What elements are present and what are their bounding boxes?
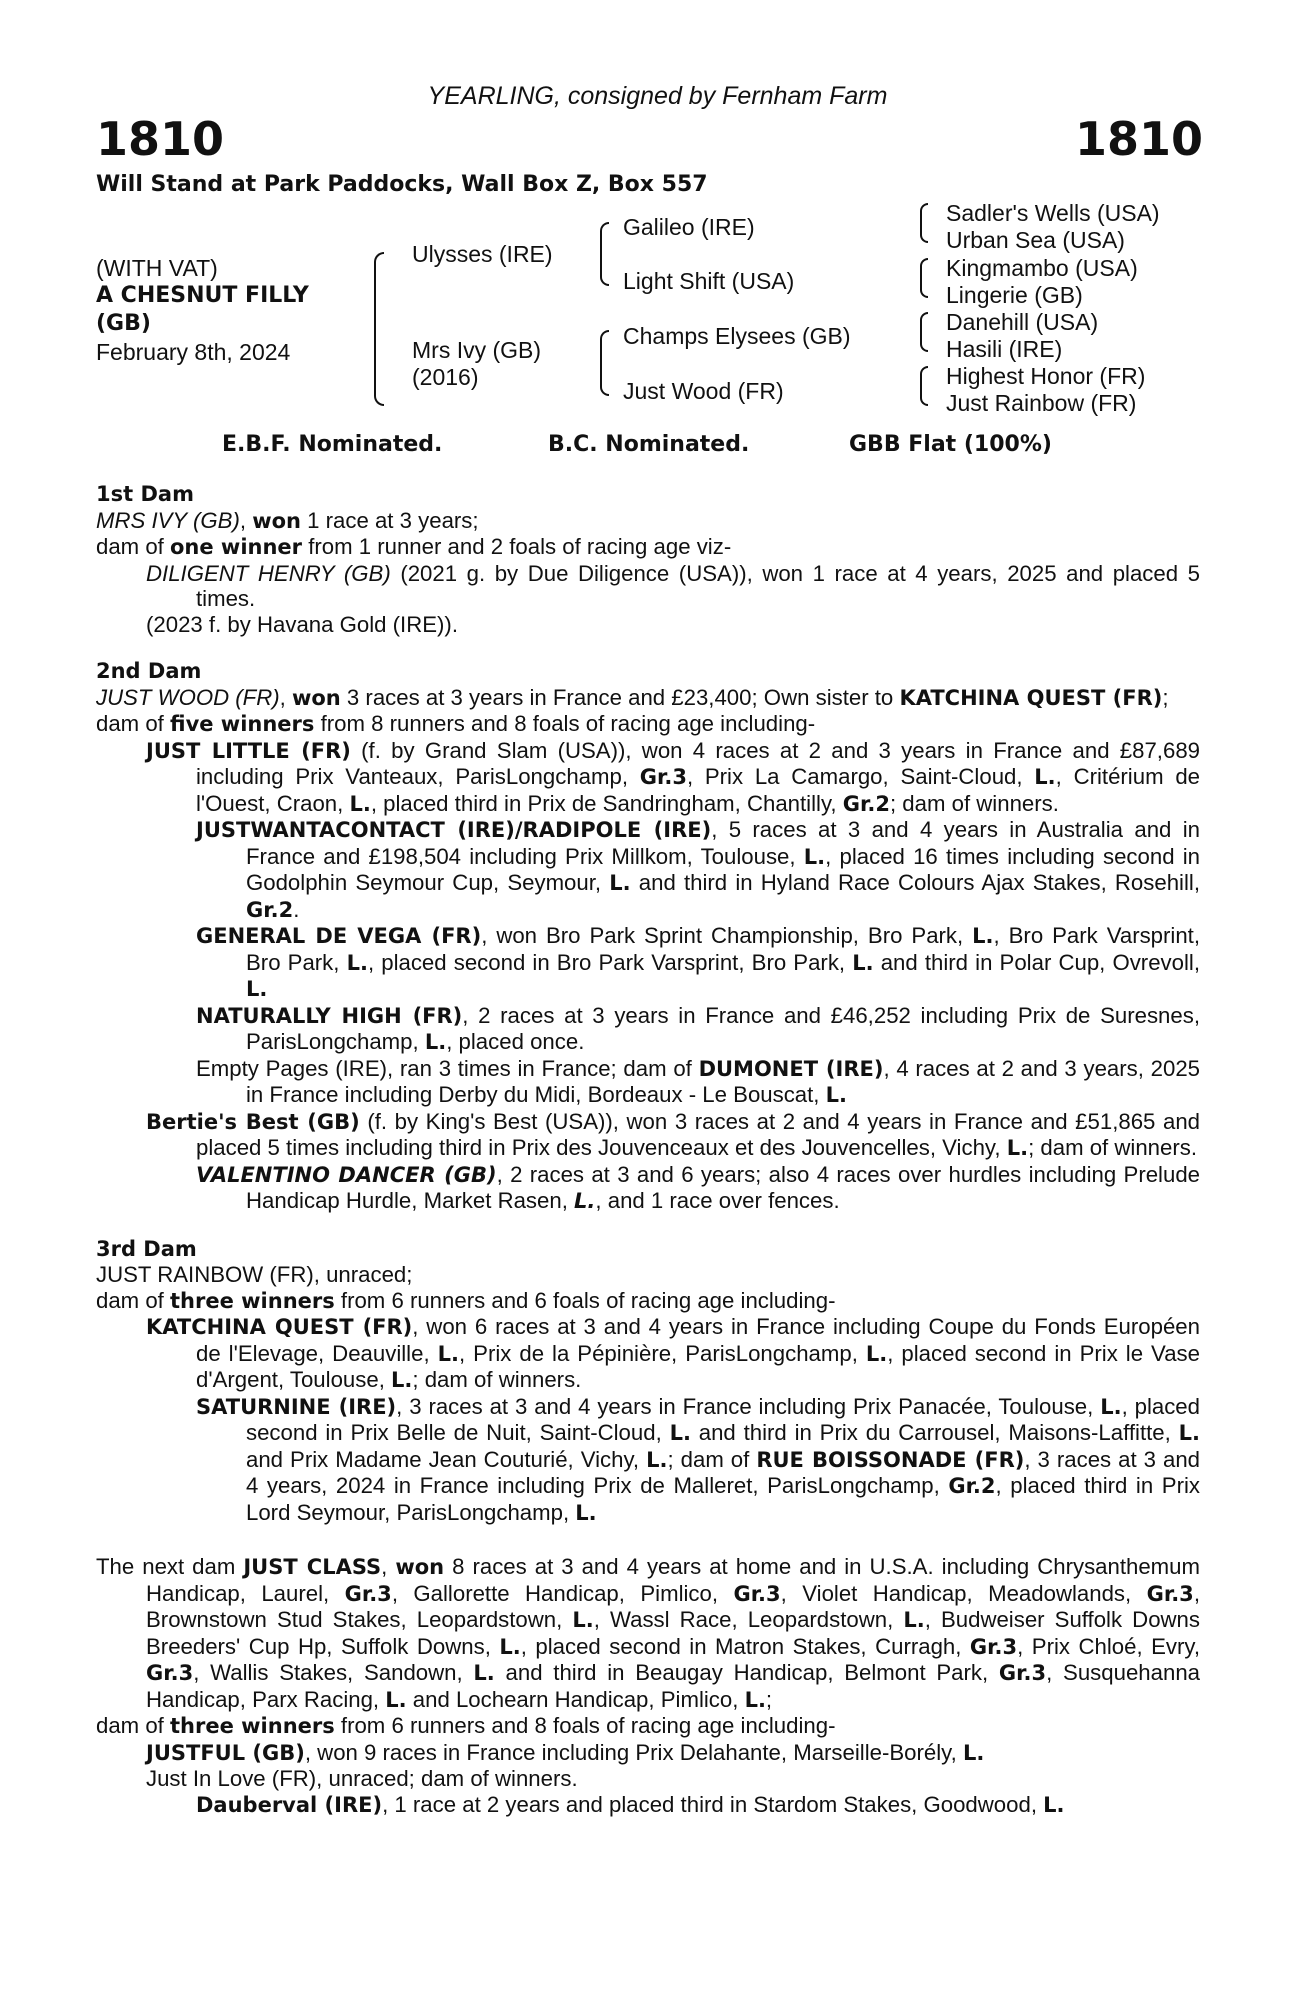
second-dam-produce: dam of five winners from 8 runners and 8 foals of racing age including- bbox=[96, 711, 816, 736]
pedigree-sire: Ulysses (IRE) bbox=[412, 241, 553, 267]
lot-number-right: 1810 bbox=[1074, 112, 1203, 166]
list-item: JUSTWANTACONTACT (IRE)/RADIPOLE (IRE), 5 races at 3 and 4 years in Australia and in France and £198,504 including Prix Millkom, Toulouse, L., placed 16 times including second in Godolphin Seymour Cup, Seymour, L. and third in Hyland Race Colours Ajax Stakes, Rosehill, Gr.2. bbox=[196, 817, 1201, 922]
stand-location: Will Stand at Park Paddocks, Wall Box Z, Box 557 bbox=[96, 172, 708, 197]
third-dam-produce: dam of three winners from 6 runners and 6 foals of racing age including- bbox=[96, 1287, 836, 1313]
bc-nomination: B.C. Nominated. bbox=[548, 432, 750, 457]
pedigree-gg-5: Danehill (USA) bbox=[946, 309, 1099, 335]
first-dam-produce: dam of one winner from 1 runner and 2 foals of racing age viz- bbox=[96, 534, 732, 559]
list-item: Just In Love (FR), unraced; dam of winners. bbox=[146, 1766, 578, 1791]
list-item: SATURNINE (IRE), 3 races at 3 and 4 years in France including Prix Panacée, Toulouse, L., placed second in Prix Belle de Nuit, Saint-Cloud, L. and third in Prix du Carrousel, Maisons-Laffitte, L. and Prix Madame Jean Couturié, Vichy, L.; dam of RUE BOISSONADE (FR), 3 races at 3 and 4 years, 2024 in France including Prix de Malleret, ParisLongchamp, Gr.2, placed third in Prix Lord Seymour, ParisLongchamp, L. bbox=[196, 1393, 1201, 1525]
pedigree-brace-g1 bbox=[920, 203, 928, 243]
pedigree-gg-6: Hasili (IRE) bbox=[946, 336, 1063, 362]
lot-number-left: 1810 bbox=[96, 112, 225, 166]
list-item: Bertie's Best (GB) (f. by King's Best (USA)), won 3 races at 2 and 4 years in France and £51,865 and placed 5 times including third in Prix des Jouvenceaux et des Jouvencelles, Vichy, L.; dam of winners. bbox=[146, 1108, 1200, 1160]
next-dam-produce: dam of three winners from 6 runners and 8 foals of racing age including- bbox=[96, 1713, 836, 1738]
second-dam-section bbox=[96, 659, 1200, 1215]
pedigree-gg-1: Sadler's Wells (USA) bbox=[946, 200, 1160, 226]
pedigree-sire-dam: Light Shift (USA) bbox=[623, 268, 795, 294]
first-dam-section bbox=[96, 482, 1200, 637]
list-item: KATCHINA QUEST (FR), won 6 races at 3 and 4 years in France including Coupe du Fonds Européen de l'Elevage, Deauville, L., Prix de la Pépinière, ParisLongchamp, L., placed second in Prix le Vase d'Argent, Toulouse, L.; dam of winners. bbox=[146, 1314, 1200, 1392]
list-item: JUSTFUL (GB), won 9 races in France including Prix Delahante, Marseille-Borély, L. bbox=[146, 1739, 985, 1765]
next-dam-record: The next dam JUST CLASS, won 8 races at 3 and 4 years at home and in U.S.A. including Chrysanthemum Handicap, Laurel, Gr.3, Gallorette Handicap, Pimlico, Gr.3, Violet Handicap, Meadowlands, Gr.3, Brownstown Stud Stakes, Leopardstown, L., Wassl Race, Leopardstown, L., Budweiser Suffolk Downs Breeders' Cup Hp, Suffolk Downs, L., placed second in Matron Stakes, Curragh, Gr.3, Prix Chloé, Evry, Gr.3, Wallis Stakes, Sandown, L. and third in Beaugay Handicap, Belmont Park, Gr.3, Susquehanna Handicap, Parx Racing, L. and Lochearn Handicap, Pimlico, L.; bbox=[96, 1554, 1201, 1712]
first-dam-heading: 1st Dam bbox=[96, 482, 194, 506]
list-item: DILIGENT HENRY (GB) (2021 g. by Due Diligence (USA)), won 1 race at 4 years, 2025 and placed 5 times. bbox=[146, 560, 1200, 611]
pedigree-brace-g2 bbox=[920, 258, 928, 298]
pedigree-gg-4: Lingerie (GB) bbox=[946, 282, 1083, 308]
pedigree-brace-g4 bbox=[920, 366, 928, 406]
pedigree-gg-3: Kingmambo (USA) bbox=[946, 255, 1138, 281]
pedigree-dam: Mrs Ivy (GB) bbox=[412, 337, 542, 363]
pedigree-sire-sire: Galileo (IRE) bbox=[623, 214, 755, 240]
lot-title-2: (GB) bbox=[96, 311, 151, 336]
pedigree-brace-dam bbox=[600, 330, 609, 396]
pedigree-dam-sire: Champs Elysees (GB) bbox=[623, 323, 851, 349]
pedigree-dam-dam: Just Wood (FR) bbox=[623, 378, 784, 404]
pedigree-brace-g3 bbox=[920, 312, 928, 352]
ebf-nomination: E.B.F. Nominated. bbox=[222, 432, 443, 457]
list-item: JUST LITTLE (FR) (f. by Grand Slam (USA)), won 4 races at 2 and 3 years in France and £87,689 including Prix Vanteaux, ParisLongchamp, Gr.3, Prix La Camargo, Saint-Cloud, L., Critérium de l'Ouest, Craon, L., placed third in Prix de Sandringham, Chantilly, Gr.2; dam of winners. bbox=[146, 737, 1200, 816]
pedigree-brace-sire bbox=[600, 222, 609, 286]
second-dam-heading: 2nd Dam bbox=[96, 659, 202, 683]
pedigree-brace-main bbox=[374, 252, 384, 406]
list-item: GENERAL DE VEGA (FR), won Bro Park Sprint Championship, Bro Park, L., Bro Park Varsprint, Bro Park, L., placed second in Bro Park Varsprint, Bro Park, L. and third in Polar Cup, Ovrevoll, L. bbox=[196, 923, 1200, 1001]
list-item: Empty Pages (IRE), ran 3 times in France; dam of DUMONET (IRE), 4 races at 2 and 3 years, 2025 in France including Derby du Midi, Bordeaux - Le Bouscat, L. bbox=[196, 1055, 1201, 1107]
list-item: Dauberval (IRE), 1 race at 2 years and placed third in Stardom Stakes, Goodwood, L. bbox=[196, 1791, 1065, 1817]
third-dam-record: JUST RAINBOW (FR), unraced; bbox=[96, 1262, 413, 1287]
pedigree-dam-year: (2016) bbox=[412, 364, 479, 390]
third-dam-heading: 3rd Dam bbox=[96, 1236, 197, 1261]
lot-title-1: A CHESNUT FILLY bbox=[96, 283, 309, 308]
list-item: VALENTINO DANCER (GB), 2 races at 3 and 6 years; also 4 races over hurdles including Prelude Handicap Hurdle, Market Rasen, L., and 1 race over fences. bbox=[196, 1161, 1201, 1213]
pedigree-gg-2: Urban Sea (USA) bbox=[946, 227, 1125, 253]
next-dam-section bbox=[96, 1554, 1200, 1818]
page-subtitle: YEARLING, consigned by Fernham Farm bbox=[427, 82, 888, 110]
catalogue-body bbox=[96, 482, 1200, 1818]
second-dam-record: JUST WOOD (FR), won 3 races at 3 years in France and £23,400; Own sister to KATCHINA QUEST (FR); bbox=[96, 684, 1169, 710]
foaling-date: February 8th, 2024 bbox=[96, 339, 291, 365]
pedigree-gg-8: Just Rainbow (FR) bbox=[946, 390, 1137, 416]
vat-note: (WITH VAT) bbox=[96, 255, 218, 281]
pedigree-gg-7: Highest Honor (FR) bbox=[946, 363, 1146, 389]
list-item: (2023 f. by Havana Gold (IRE)). bbox=[146, 611, 458, 637]
list-item: NATURALLY HIGH (FR), 2 races at 3 years in France and £46,252 including Prix de Suresnes, ParisLongchamp, L., placed once. bbox=[196, 1002, 1200, 1054]
gbb-status: GBB Flat (100%) bbox=[849, 432, 1052, 457]
first-dam-record: MRS IVY (GB), won 1 race at 3 years; bbox=[96, 507, 479, 533]
third-dam-section bbox=[96, 1237, 1200, 1527]
lot-description bbox=[96, 254, 366, 366]
